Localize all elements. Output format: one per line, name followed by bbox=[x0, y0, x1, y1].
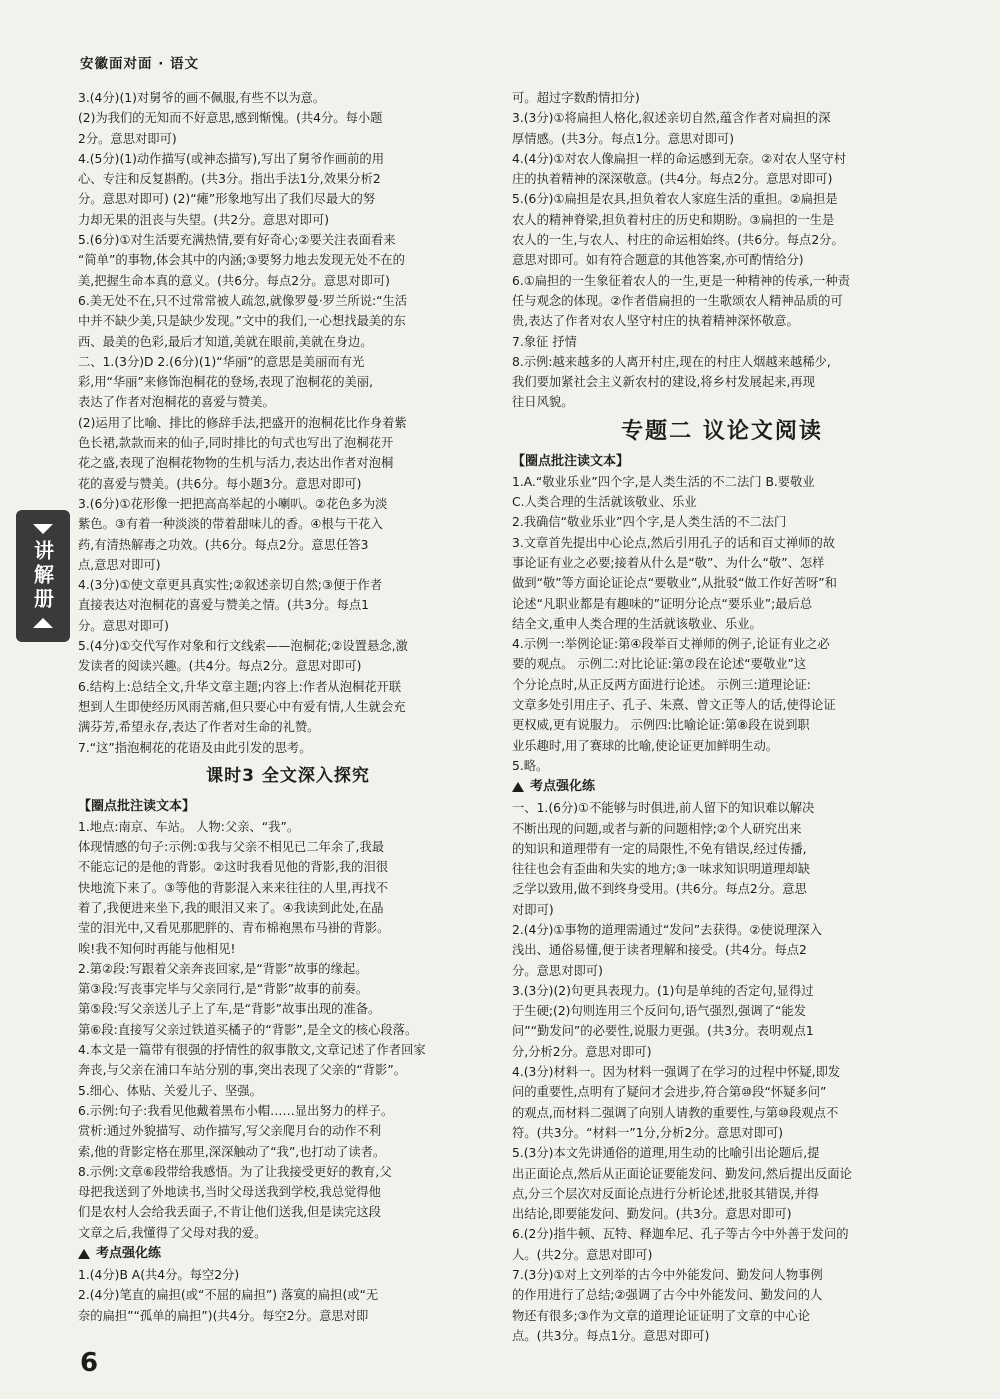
text-line: 心、专注和反复斟酌。(共3分。指出手法1分,效果分析2 bbox=[78, 172, 381, 187]
text-line: 索,他的背影定格在那里,深深触动了“我”,也打动了读者。 bbox=[78, 1144, 386, 1159]
text-line: 论述“凡职业都是有趣味的”证明分论点“要乐业”;最后总 bbox=[512, 596, 813, 611]
text-line: 不断出现的问题,或者与新的问题相悖;②个人研究出来 bbox=[512, 821, 802, 836]
text-line: 于生硬;(2)句则连用三个反问句,语气强烈,强调了“能发 bbox=[512, 1004, 806, 1019]
text-line: 二、1.(3分)D 2.(6分)(1)“华丽”的意思是美丽而有光 bbox=[78, 354, 365, 369]
text-line: 的知识和道理带有一定的局限性,不免有错误,经过传播, bbox=[512, 841, 807, 856]
text-line: 紫色。③有着一种淡淡的带着甜味儿的香。④根与干花入 bbox=[78, 517, 383, 532]
text-line: 分。意思对即可) bbox=[78, 618, 169, 633]
arrow-down-icon bbox=[33, 524, 53, 534]
text-line: “简单”的事物,体会其中的内涵;③要努力地去发现无处不在的 bbox=[78, 253, 405, 268]
text-line: 点,分三个层次对反面论点进行分析论述,批驳其错误,并得 bbox=[512, 1186, 819, 1201]
text-line: 任与观念的体现。②作者借扁担的一生歌颂农人精神品质的可 bbox=[512, 293, 843, 308]
triangle-icon bbox=[78, 1249, 90, 1259]
text-line: 7.“这”指泡桐花的花语及由此引发的思考。 bbox=[78, 740, 312, 755]
text-line: 分,分析2分。意思对即可) bbox=[512, 1044, 652, 1059]
text-line: 5.细心、体贴、关爱儿子、坚强。 bbox=[78, 1083, 262, 1098]
text-line: 2分。意思对即可) bbox=[78, 131, 177, 146]
text-line: 彩,用“华丽”来修饰泡桐花的登场,表现了泡桐花的美丽, bbox=[78, 375, 373, 390]
text-line: 文章之后,我懂得了父母对我的爱。 bbox=[78, 1225, 267, 1240]
text-line: 分。意思对即可) bbox=[512, 963, 603, 978]
text-line: 色长裙,款款而来的仙子,同时排比的句式也写出了泡桐花开 bbox=[78, 436, 394, 451]
text-line: 3.文章首先提出中心论点,然后引用孔子的话和百丈禅师的故 bbox=[512, 535, 836, 550]
text-line: 5.(3分)本文先讲通俗的道理,用生动的比喻引出论题后,提 bbox=[512, 1146, 820, 1161]
text-line: 2.第②段:写跟着父亲奔丧回家,是“背影”故事的缘起。 bbox=[78, 961, 368, 976]
text-line: 业乐趣时,用了赛球的比喻,使论证更加鲜明生动。 bbox=[512, 738, 779, 753]
text-line: 可。超过字数酌情扣分) bbox=[512, 91, 640, 105]
text-line: 的观点,而材料二强调了向别人请教的重要性,与第⑩段观点不 bbox=[512, 1105, 839, 1120]
page-number: 6 bbox=[80, 1348, 99, 1378]
text-line: 满芬芳,希望永存,表达了作者对生命的礼赞。 bbox=[78, 720, 320, 735]
lesson-title: 课时3 全文深入探究 bbox=[206, 765, 370, 786]
text-line: 1.地点:南京、车站。 人物:父亲、“我”。 bbox=[78, 819, 300, 834]
text-line: 分。意思对即可) (2)“瘫”形象地写出了我们尽最大的努 bbox=[78, 192, 376, 207]
text-line: 西、最美的色彩,最后才知道,美就在眼前,美就在身边。 bbox=[78, 334, 373, 349]
text-line: 往往也会有歪曲和失实的地方;③一味求知识明道理却缺 bbox=[512, 862, 810, 877]
text-line: 的作用进行了总结;②强调了古今中外能发问、勤发问的人 bbox=[512, 1288, 823, 1303]
triangle-icon bbox=[512, 782, 524, 792]
page-header: 安徽面对面 · 语文 bbox=[80, 56, 200, 72]
answer-block bbox=[78, 1265, 498, 1326]
text-line: 1.(4分)B A(共4分。每空2分) bbox=[78, 1268, 240, 1283]
text-line: 赏析:通过外貌描写、动作描写,写父亲爬月台的动作不利 bbox=[78, 1124, 382, 1139]
text-line: 出正面论点,然后从正面论证要能发问、勤发问,然后提出反面论 bbox=[512, 1166, 852, 1181]
text-line: 唉!我不知何时再能与他相见! bbox=[78, 941, 236, 956]
text-line: 事论证有业之必要;接着从什么是“敬”、为什么“敬”、怎样 bbox=[512, 555, 825, 570]
text-line: 对即可) bbox=[512, 902, 554, 917]
text-line: 想到人生即使经历风雨苦痛,但只要心中有爱有情,人生就会充 bbox=[78, 699, 406, 714]
text-line: 更权威,更有说服力。 示例四:比喻论证:第⑧段在说到职 bbox=[512, 718, 810, 733]
text-line: 力却无果的沮丧与失望。(共2分。意思对即可) bbox=[78, 212, 330, 227]
text-line: 文章多处引用庄子、孔子、朱熹、曾文正等人的话,使得论证 bbox=[512, 698, 836, 713]
text-line: 2.我确信“敬业乐业”四个字,是人类生活的不二法门 bbox=[512, 515, 787, 530]
text-line: 意思对即可。如有符合题意的其他答案,亦可酌情给分) bbox=[512, 253, 804, 268]
text-line: 第⑥段:直接写父亲过铁道买橘子的“背影”,是全文的核心段落。 bbox=[78, 1022, 418, 1037]
text-line: 发读者的阅读兴趣。(共4分。每点2分。意思对即可) bbox=[78, 659, 362, 674]
left-column bbox=[78, 88, 498, 1326]
answer-block bbox=[78, 817, 498, 1243]
answer-block bbox=[512, 798, 932, 1346]
text-line: 人。(共2分。意思对即可) bbox=[512, 1247, 653, 1262]
text-line: (2)运用了比喻、排比的修辞手法,把盛开的泡桐花比作身着紫 bbox=[78, 415, 407, 430]
text-line: 贵,表达了作者对农人坚守村庄的执着精神深怀敬意。 bbox=[512, 314, 799, 329]
text-line: 5.(6分)①对生活要充满热情,要有好奇心;②要关注表面看来 bbox=[78, 233, 396, 248]
text-line: 第⑤段:写父亲送儿子上了车,是“背影”故事出现的准备。 bbox=[78, 1002, 381, 1017]
text-line: 2.(4分)①事物的道理需通过“发问”去获得。②使说理深入 bbox=[512, 922, 822, 937]
practice-heading bbox=[512, 776, 932, 798]
text-line: 浅出、通俗易懂,便于读者理解和接受。(共4分。每点2 bbox=[512, 943, 807, 958]
side-tab bbox=[16, 510, 70, 642]
text-line: 4.(5分)(1)动作描写(或神态描写),写出了舅爷作画前的用 bbox=[78, 151, 385, 166]
practice-heading bbox=[78, 1243, 498, 1265]
text-line: C.人类合理的生活就该敬业、乐业 bbox=[512, 495, 697, 510]
text-line: 表达了作者对泡桐花的喜爱与赞美。 bbox=[78, 395, 275, 410]
text-line: 乏学以致用,做不到终身受用。(共6分。每点2分。意思 bbox=[512, 882, 807, 897]
text-line: 母把我送到了外地读书,当时父母送我到学校,我总觉得他 bbox=[78, 1185, 381, 1200]
text-line: 2.(4分)笔直的扁担(或“不屈的扁担”) 落寞的扁担(或“无 bbox=[78, 1288, 379, 1303]
text-line: 7.象征 抒情 bbox=[512, 334, 577, 349]
text-line: 3.(6分)①花形像一把把高高举起的小喇叭。②花色多为淡 bbox=[78, 496, 388, 511]
text-line: 奈的扁担”“孤单的扁担”)(共4分。每空2分。意思对即 bbox=[78, 1308, 369, 1323]
text-line: 结全文,重申人类合理的生活就该敬业、乐业。 bbox=[512, 616, 762, 631]
topic-title: 专题二 议论文阅读 bbox=[621, 418, 823, 444]
text-line: 4.(4分)①对农人像扁担一样的命运感到无奈。②对农人坚守村 bbox=[512, 151, 847, 166]
text-line: 一、1.(6分)①不能够与时俱进,前人留下的知识难以解决 bbox=[512, 801, 815, 816]
text-line: 问的重要性,点明有了疑问才会进步,符合第⑩段“怀疑多问” bbox=[512, 1085, 827, 1100]
text-line: 莹的泪光中,又看见那肥胖的、青布棉袍黑布马褂的背影。 bbox=[78, 921, 390, 936]
text-line: 6.①扁担的一生象征着农人的一生,更是一种精神的传承,一种责 bbox=[512, 273, 850, 288]
text-line: 我们要加紧社会主义新农村的建设,将乡村发展起来,再现 bbox=[512, 375, 815, 390]
text-line: 6.美无处不在,只不过常常被人疏忽,就像罗曼·罗兰所说:“生活 bbox=[78, 293, 408, 308]
text-line: 物还有很多;③作为文章的道理论证证明了文章的中心论 bbox=[512, 1308, 810, 1323]
text-line: 个分论点时,从正反两方面进行论述。 示例三:道理论证: bbox=[512, 677, 811, 692]
text-line: 4.(3分)①使文章更具真实性;②叙述亲切自然;③便于作者 bbox=[78, 578, 383, 593]
text-line: 3.(3分)(2)句更具表现力。(1)句是单纯的否定句,显得过 bbox=[512, 983, 814, 998]
text-line: 美,把握生命本真的意义。(共6分。每点2分。意思对即可) bbox=[78, 273, 390, 288]
text-line: 5.略。 bbox=[512, 758, 549, 773]
text-line: 5.(4分)①交代写作对象和行文线索——泡桐花;②设置悬念,激 bbox=[78, 639, 408, 654]
text-line: 直接表达对泡桐花的喜爱与赞美之情。(共3分。每点1 bbox=[78, 598, 369, 613]
text-line: 出结论,即要能发问、勤发问。(共3分。意思对即可) bbox=[512, 1207, 792, 1222]
text-line: 8.示例:越来越多的人离开村庄,现在的村庄人烟越来越稀少, bbox=[512, 354, 831, 369]
annotation-heading: 【圈点批注读文本】 bbox=[78, 798, 196, 814]
text-line: 庄的执着精神的深深敬意。(共4分。每点2分。意思对即可) bbox=[512, 172, 833, 187]
text-line: 做到“敬”等方面论证论点“要敬业”,从批驳“做工作好苦呀”和 bbox=[512, 576, 837, 591]
text-line: 着了,我便进来坐下,我的眼泪又来了。④我读到此处,在晶 bbox=[78, 900, 384, 915]
text-line: 要的观点。 示例二:对比论证:第⑦段在论述“要敬业”这 bbox=[512, 657, 807, 672]
text-line: 1.A.“敬业乐业”四个字,是人类生活的不二法门 B.要敬业 bbox=[512, 474, 815, 489]
text-line: 6.结构上:总结全文,升华文章主题;内容上:作者从泡桐花开联 bbox=[78, 679, 402, 694]
answer-block bbox=[512, 472, 932, 776]
annotation-heading: 【圈点批注读文本】 bbox=[512, 453, 630, 469]
text-line: 花之盛,表现了泡桐花物物的生机与活力,表达出作者对泡桐 bbox=[78, 456, 394, 471]
text-line: 农人的精神脊梁,担负着村庄的历史和期盼。③扁担的一生是 bbox=[512, 212, 835, 227]
text-line: 第③段:写丧事完毕与父亲同行,是“背影”故事的前奏。 bbox=[78, 982, 369, 997]
text-line: 点。(共3分。每点1分。意思对即可) bbox=[512, 1328, 710, 1343]
text-line: 8.示例:文章⑥段带给我感悟。为了让我接受更好的教育,父 bbox=[78, 1164, 392, 1179]
text-line: 不能忘记的是他的背影。②这时我看见他的背影,我的泪很 bbox=[78, 860, 389, 875]
text-line: 往日风貌。 bbox=[512, 395, 574, 410]
text-line: 点,意思对即可) bbox=[78, 557, 161, 572]
text-line: 4.本文是一篇带有很强的抒情性的叙事散文,文章记述了作者回家 bbox=[78, 1043, 426, 1058]
text-line: 3.(3分)①将扁担人格化,叙述亲切自然,蕴含作者对扁担的深 bbox=[512, 111, 831, 126]
text-line: 5.(6分)①扁担是农具,担负着农人家庭生活的重担。②扁担是 bbox=[512, 192, 838, 207]
text-line: 4.示例一:举例论证:第④段举百丈禅师的例子,论证有业之必 bbox=[512, 637, 830, 652]
practice-heading-label: 考点强化练 bbox=[530, 779, 596, 795]
text-line: 奔丧,与父亲在浦口车站分别的事,突出表现了父亲的“背影”。 bbox=[78, 1063, 406, 1078]
text-line: (2)为我们的无知而不好意思,感到惭愧。(共4分。每小题 bbox=[78, 111, 383, 126]
text-line: 6.示例:句子:我看见他戴着黑布小帽……显出努力的样子。 bbox=[78, 1103, 394, 1118]
text-line: 药,有清热解毒之功效。(共6分。每点2分。意思任答3 bbox=[78, 537, 369, 552]
text-line: 快地流下来了。③等他的背影混入来来往往的人里,再找不 bbox=[78, 880, 389, 895]
text-line: 农人的一生,与农人、村庄的命运相始终。(共6分。每点2分。 bbox=[512, 233, 844, 248]
text-line: 符。(共3分。“材料一”1分,分析2分。意思对即可) bbox=[512, 1125, 784, 1140]
right-column bbox=[512, 88, 932, 1346]
text-line: 体现情感的句子:示例:①我与父亲不相见已二年余了,我最 bbox=[78, 840, 385, 855]
text-line: 们是农村人会给我丢面子,不肯让他们送我,但是读完这段 bbox=[78, 1205, 381, 1220]
text-line: 中并不缺少美,只是缺少发现。”文中的我们,一心想找最美的东 bbox=[78, 314, 406, 329]
text-line: 6.(2分)指牛顿、瓦特、释迦牟尼、孔子等古今中外善于发问的 bbox=[512, 1227, 849, 1242]
text-line: 厚情感。(共3分。每点1分。意思对即可) bbox=[512, 131, 734, 146]
text-line: 问”“勤发问”的必要性,说服力更强。(共3分。表明观点1 bbox=[512, 1024, 814, 1039]
text-line: 3.(4分)(1)对舅爷的画不佩服,有些不以为意。 bbox=[78, 91, 326, 105]
text-line: 4.(3分)材料一。因为材料一强调了在学习的过程中怀疑,即发 bbox=[512, 1065, 841, 1080]
text-line: 7.(3分)①对上文列举的古今中外能发问、勤发问人物事例 bbox=[512, 1268, 823, 1283]
arrow-up-icon bbox=[33, 618, 53, 628]
text-line: 花的喜爱与赞美。(共6分。每小题3分。意思对即可) bbox=[78, 476, 362, 491]
side-tab-label: 讲解册 bbox=[30, 540, 55, 612]
answer-block bbox=[78, 88, 498, 758]
answer-block bbox=[512, 88, 932, 413]
practice-heading-label: 考点强化练 bbox=[96, 1246, 162, 1262]
